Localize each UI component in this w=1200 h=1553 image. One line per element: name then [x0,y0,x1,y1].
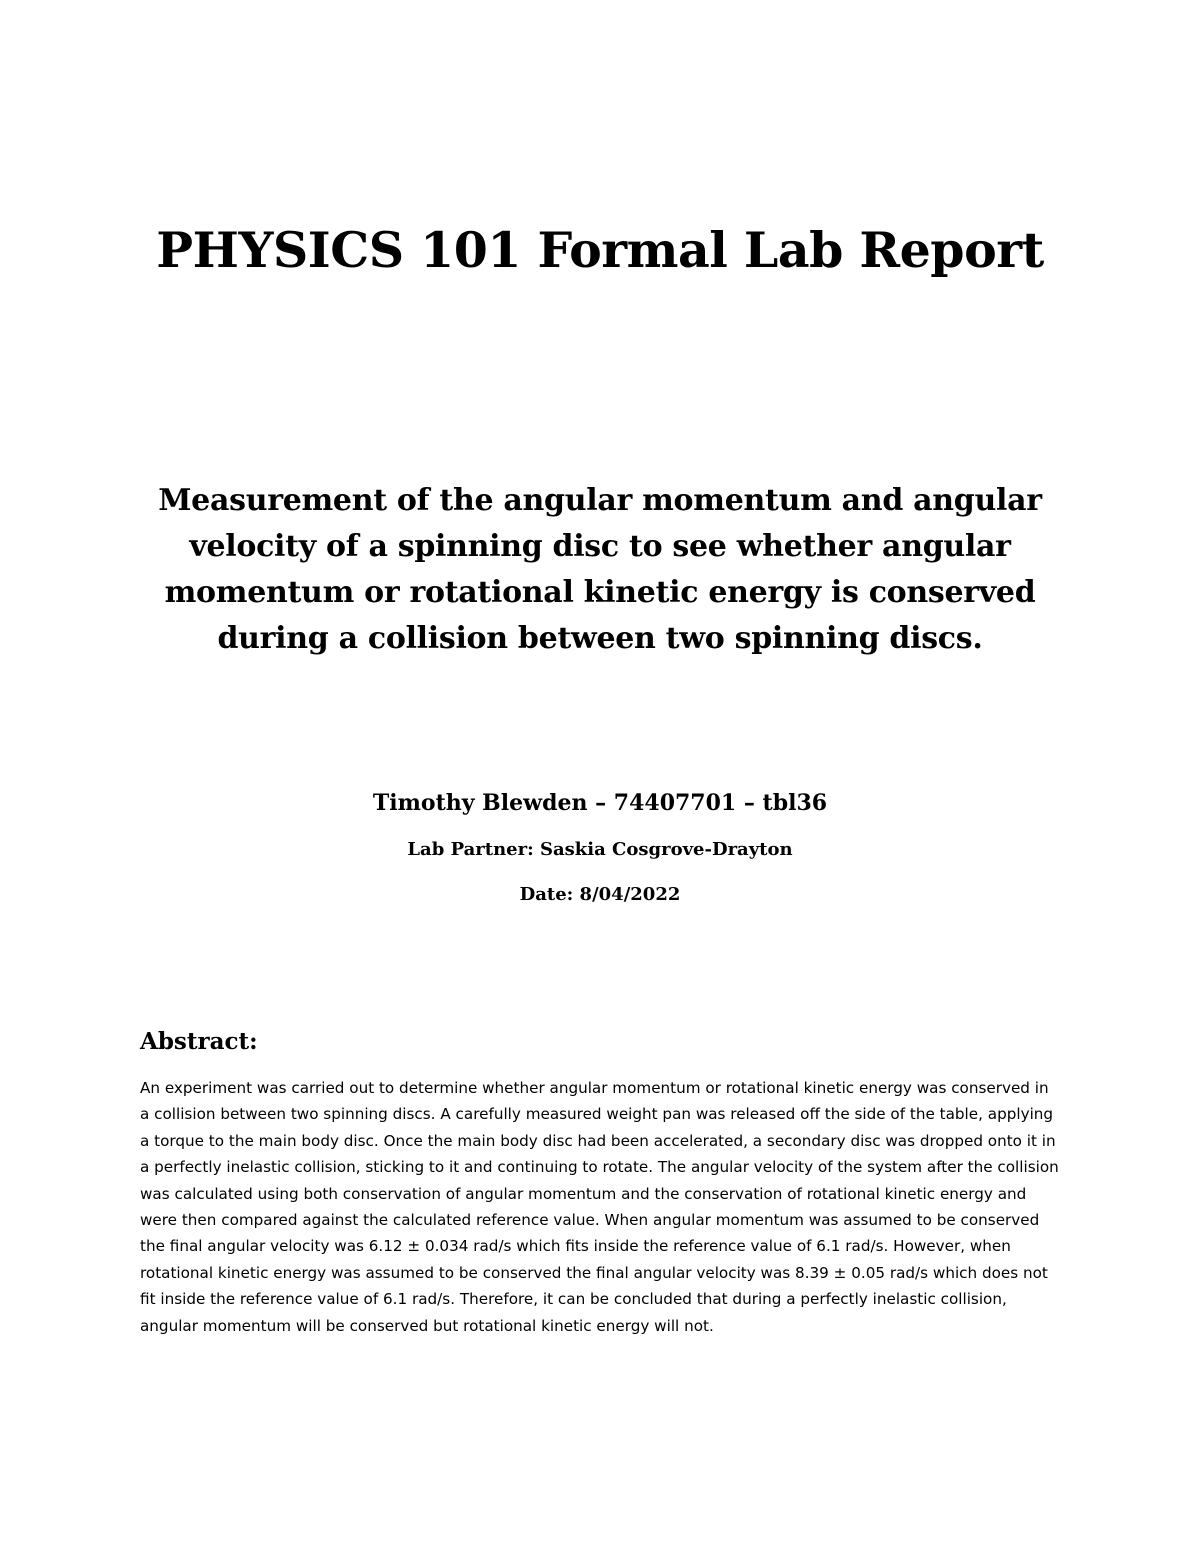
report-subtitle: Measurement of the angular momentum and angular velocity of a spinning disc to see whether angular momentum or rotational kinetic energy is conserved during a collision between two spinning discs. [158,483,1042,656]
report-title: PHYSICS 101 Formal Lab Report [156,221,1044,279]
author-line: Timothy Blewden – 74407701 – tbl36 [372,790,828,816]
lab-partner: Lab Partner: Saskia Cosgrove-Drayton [407,839,793,860]
abstract-heading: Abstract: [140,1028,258,1055]
abstract-body: An experiment was carried out to determine whether angular momentum or rotational kinetic energy was conserved in a collision between two spinning discs. A carefully measured weight pan was released off the side of the table, applying a torque to the main body disc. Once the main body disc had been accelerated, a secondary disc was dropped onto it in a perfectly inelastic collision, sticking to it and continuing to rotate. The angular velocity of the system after the collision was calculated using both conservation of angular momentum and the conservation of rotational kinetic energy and were then compared against the calculated reference value. When angular momentum was assumed to be conserved the final angular velocity was 6.12 ± 0.034 rad/s which fits inside the reference value of 6.1 rad/s. However, when rotational kinetic energy was assumed to be conserved the final angular velocity was 8.39 ± 0.05 rad/s which does not fit inside the reference value of 6.1 rad/s. Therefore, it can be concluded that during a perfectly inelastic collision, angular momentum will be conserved but rotational kinetic energy will not. [140,1079,1059,1335]
report-date: Date: 8/04/2022 [519,884,681,905]
